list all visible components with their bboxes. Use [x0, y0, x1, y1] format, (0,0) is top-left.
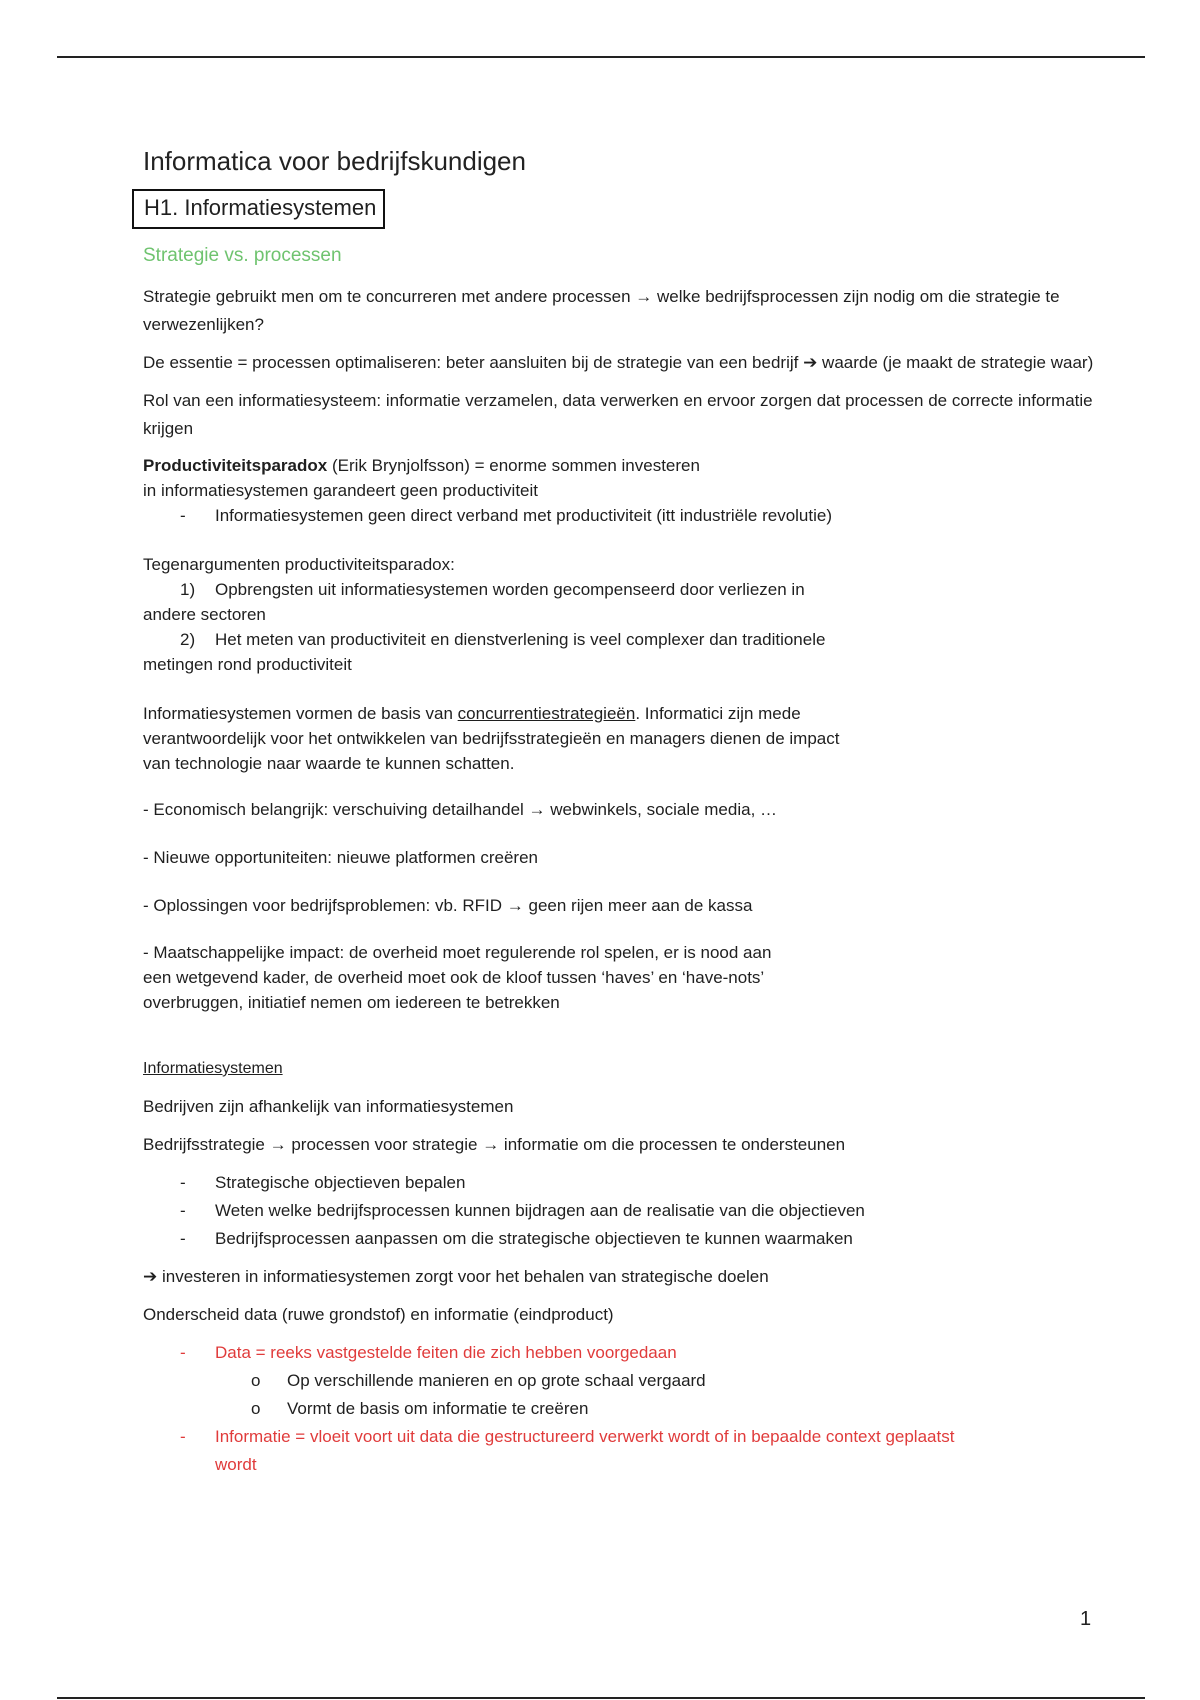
list-item	[143, 1169, 1103, 1197]
paragraph-role: Rol van een informatiesysteem: informatie verzamelen, data verwerken en ervoor zorgen dat processen de correcte informatie krijgen	[143, 391, 1093, 438]
paradox-term: Productiviteitsparadox	[143, 456, 328, 475]
list-item-text: Weten welke bedrijfsprocessen kunnen bijdragen aan de realisatie van die objectieven	[215, 1201, 865, 1220]
counter-arguments	[143, 552, 1103, 677]
definitions-list	[143, 1339, 1103, 1479]
definition-information	[143, 1423, 1103, 1479]
circle-marker: o	[251, 1399, 261, 1418]
number-marker: 2)	[180, 630, 196, 649]
paragraph-essence: De essentie = processen optimaliseren: beter aansluiten bij de strategie van een bedrijf ➔ waarde (je maakt de strategie waar)	[143, 353, 1094, 372]
top-rule	[57, 56, 1145, 58]
item-solutions: - Oplossingen voor bedrijfsproblemen: vb. RFID → geen rijen meer aan de kassa	[143, 896, 753, 915]
list-item	[143, 1197, 1103, 1225]
definition-data-text: Data = reeks vastgestelde feiten die zich hebben voorgedaan	[215, 1343, 677, 1362]
paragraph-invest: ➔ investeren in informatiesystemen zorgt voor het behalen van strategische doelen	[143, 1267, 769, 1286]
item-societal-line-1: - Maatschappelijke impact: de overheid moet regulerende rol spelen, er is nood aan	[143, 943, 772, 962]
list-item	[143, 1225, 1103, 1253]
list-item-text: Vormt de basis om informatie te creëren	[287, 1399, 589, 1418]
list-item-text: Op verschillende manieren en op grote schaal vergaard	[287, 1371, 706, 1390]
list-item	[143, 1395, 1103, 1423]
basis-text-b: . Informatici zijn mede	[635, 704, 801, 723]
item-societal-line-3: overbruggen, initiatief nemen om iedereen te betrekken	[143, 993, 560, 1012]
paragraph-basis	[143, 701, 1103, 776]
paradox-definition: (Erik Brynjolfsson) = enorme sommen investeren	[327, 456, 700, 475]
item-economic: - Economisch belangrijk: verschuiving detailhandel → webwinkels, sociale media, …	[143, 800, 778, 819]
chapter-heading: H1. Informatiesystemen	[132, 189, 385, 229]
circle-marker: o	[251, 1371, 261, 1390]
dash-marker: -	[180, 1427, 186, 1446]
paradox-line-2: in informatiesystemen garandeert geen productiviteit	[143, 481, 538, 500]
item-societal-line-2: een wetgevend kader, de overheid moet ook de kloof tussen ‘haves’ en ‘have-nots’	[143, 968, 765, 987]
list-item-text: Strategische objectieven bepalen	[215, 1173, 466, 1192]
counter-item-1-continued: andere sectoren	[143, 605, 266, 624]
list-item-text: Bedrijfsprocessen aanpassen om die strategische objectieven te kunnen waarmaken	[215, 1229, 853, 1248]
definition-information-text: Informatie = vloeit voort uit data die gestructureerd verwerkt wordt of in bepaalde context geplaatst wordt	[215, 1427, 955, 1474]
basis-line-2: verantwoordelijk voor het ontwikkelen van bedrijfsstrategieën en managers dienen de impact	[143, 729, 840, 748]
counter-item-1	[143, 577, 1103, 602]
section-heading-strategy: Strategie vs. processen	[143, 245, 342, 266]
paragraph-distinction: Onderscheid data (ruwe grondstof) en informatie (eindproduct)	[143, 1305, 614, 1324]
counter-item-2-continued: metingen rond productiviteit	[143, 655, 352, 674]
counter-item-2	[143, 627, 1103, 652]
paradox-bullet	[143, 503, 1103, 528]
dash-marker: -	[180, 1173, 186, 1192]
document-title: Informatica voor bedrijfskundigen	[143, 146, 526, 176]
paragraph-dependency: Bedrijven zijn afhankelijk van informatiesystemen	[143, 1097, 514, 1116]
counter-title: Tegenargumenten productiviteitsparadox:	[143, 555, 455, 574]
item-opportunities: - Nieuwe opportuniteiten: nieuwe platformen creëren	[143, 848, 539, 867]
counter-item-1-text: Opbrengsten uit informatiesystemen worden gecompenseerd door verliezen in	[215, 580, 805, 599]
basis-text-a: Informatiesystemen vormen de basis van	[143, 704, 458, 723]
item-societal	[143, 940, 1103, 1015]
counter-item-2-text: Het meten van productiviteit en dienstverlening is veel complexer dan traditionele	[215, 630, 826, 649]
number-marker: 1)	[180, 580, 196, 599]
list-item	[143, 1367, 1103, 1395]
definition-data	[143, 1339, 1103, 1367]
paragraph-strategy: Strategie gebruikt men om te concurreren met andere processen → welke bedrijfsprocessen zijn nodig om die strategie te verwezenlijken?	[143, 287, 1060, 334]
dash-marker: -	[180, 1343, 186, 1362]
steps-list	[143, 1169, 1103, 1253]
basis-line-3: van technologie naar waarde te kunnen schatten.	[143, 754, 515, 773]
paragraph-chain: Bedrijfsstrategie → processen voor strategie → informatie om die processen te ondersteunen	[143, 1135, 846, 1154]
dash-marker: -	[180, 1229, 186, 1248]
basis-underlined-term: concurrentiestrategieën	[457, 704, 636, 723]
section-heading-information-systems: Informatiesystemen	[143, 1060, 283, 1077]
page-number: 1	[1080, 1608, 1092, 1630]
document-body	[143, 141, 1103, 1479]
dash-marker: -	[180, 506, 186, 525]
paradox-block	[143, 453, 1103, 528]
bottom-rule	[57, 1697, 1145, 1699]
paradox-bullet-text: Informatiesystemen geen direct verband met productiviteit (itt industriële revolutie)	[215, 506, 833, 525]
dash-marker: -	[180, 1201, 186, 1220]
